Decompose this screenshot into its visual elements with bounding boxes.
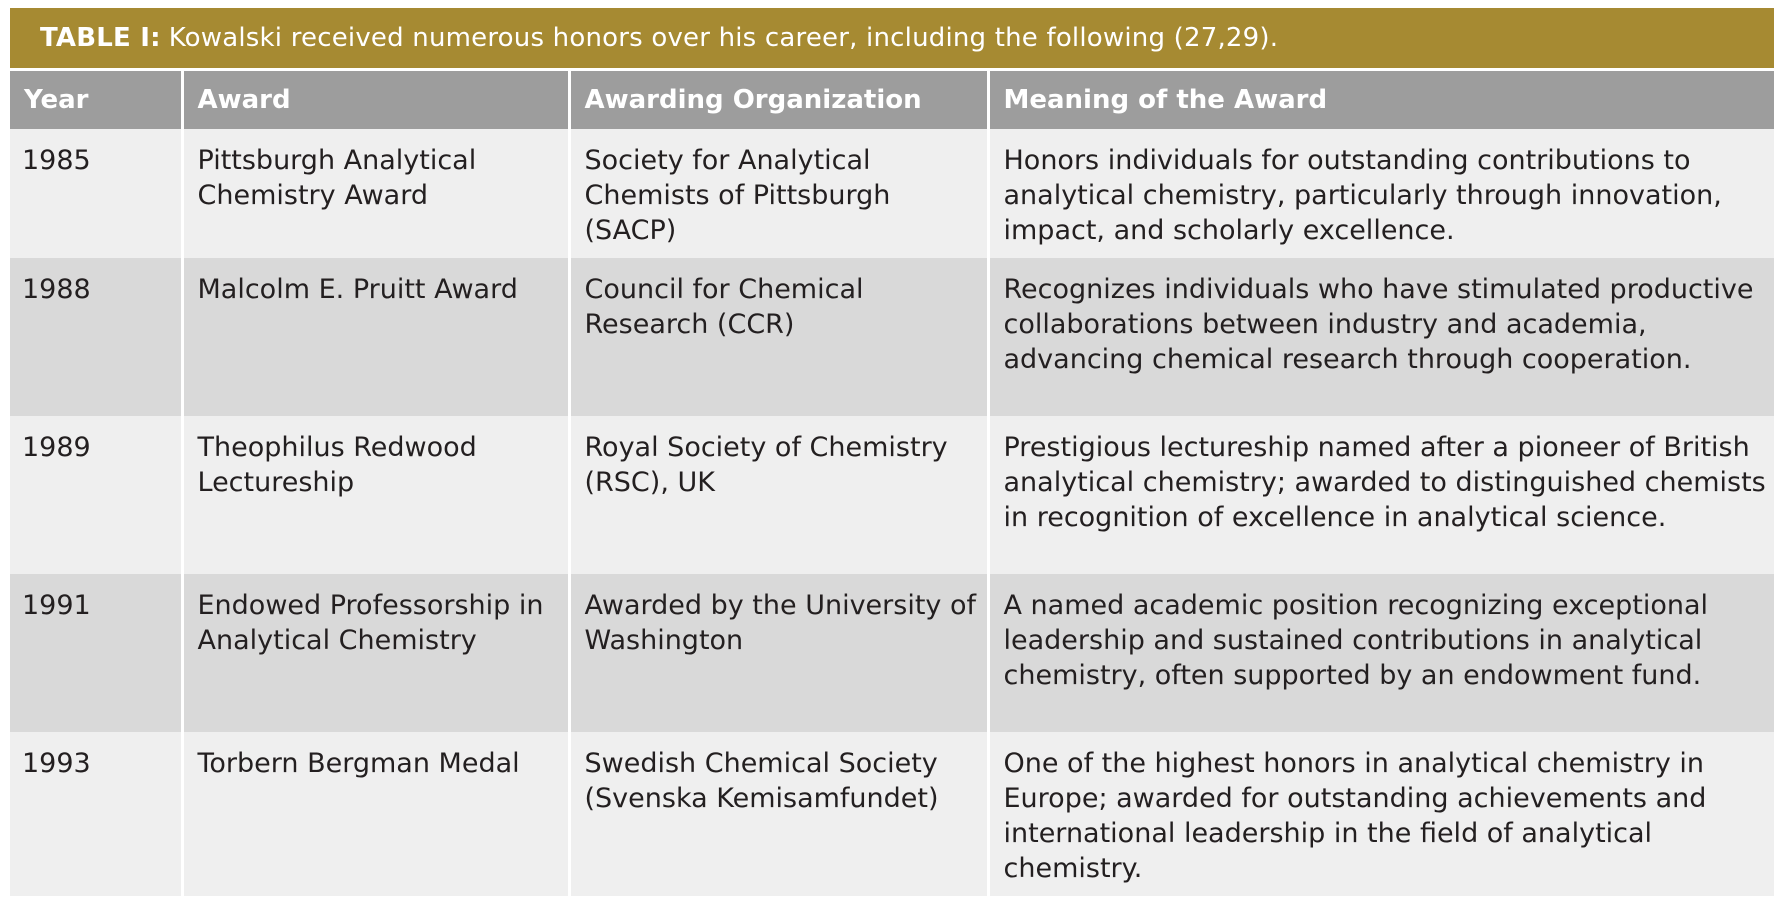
cell-award: Endowed Professorship in Analytical Chemistry xyxy=(182,574,569,732)
cell-organization: Awarded by the University of Washington xyxy=(569,574,988,732)
table-header-row xyxy=(10,71,1774,129)
cell-award: Malcolm E. Pruitt Award xyxy=(182,258,569,416)
cell-year: 1991 xyxy=(10,574,182,732)
table-row xyxy=(10,732,1774,896)
cell-meaning: Recognizes individuals who have stimulated productive collaborations between industry and academia, advancing chemical research through cooperation. xyxy=(988,258,1774,416)
column-header-award: Award xyxy=(182,71,569,129)
cell-organization: Swedish Chemical Society (Svenska Kemisamfundet) xyxy=(569,732,988,896)
cell-organization: Council for Chemical Research (CCR) xyxy=(569,258,988,416)
column-header-meaning: Meaning of the Award xyxy=(988,71,1774,129)
cell-year: 1993 xyxy=(10,732,182,896)
cell-award: Pittsburgh Analytical Chemistry Award xyxy=(182,129,569,258)
cell-year: 1989 xyxy=(10,416,182,574)
award-table-figure xyxy=(10,8,1774,896)
cell-award: Torbern Bergman Medal xyxy=(182,732,569,896)
cell-meaning: Prestigious lectureship named after a pioneer of British analytical chemistry; awarded to distinguished chemists in recognition of excellence in analytical science. xyxy=(988,416,1774,574)
table-row xyxy=(10,416,1774,574)
table-row xyxy=(10,574,1774,732)
column-header-year: Year xyxy=(10,71,182,129)
table-caption-text: Kowalski received numerous honors over his career, including the following (27,29). xyxy=(168,23,1279,53)
cell-award: Theophilus Redwood Lectureship xyxy=(182,416,569,574)
cell-meaning: One of the highest honors in analytical chemistry in Europe; awarded for outstanding achievements and international leadership in the field of analytical chemistry. xyxy=(988,732,1774,896)
cell-organization: Royal Society of Chemistry (RSC), UK xyxy=(569,416,988,574)
awards-table xyxy=(10,71,1774,896)
cell-meaning: A named academic position recognizing exceptional leadership and sustained contributions in analytical chemistry, often supported by an endowment fund. xyxy=(988,574,1774,732)
cell-meaning: Honors individuals for outstanding contributions to analytical chemistry, particularly through innovation, impact, and scholarly excellence. xyxy=(988,129,1774,258)
cell-year: 1985 xyxy=(10,129,182,258)
table-row xyxy=(10,129,1774,258)
cell-year: 1988 xyxy=(10,258,182,416)
table-row xyxy=(10,258,1774,416)
table-caption-label: TABLE I: xyxy=(40,23,161,53)
column-header-organization: Awarding Organization xyxy=(569,71,988,129)
cell-organization: Society for Analytical Chemists of Pittsburgh (SACP) xyxy=(569,129,988,258)
table-caption xyxy=(10,8,1774,68)
